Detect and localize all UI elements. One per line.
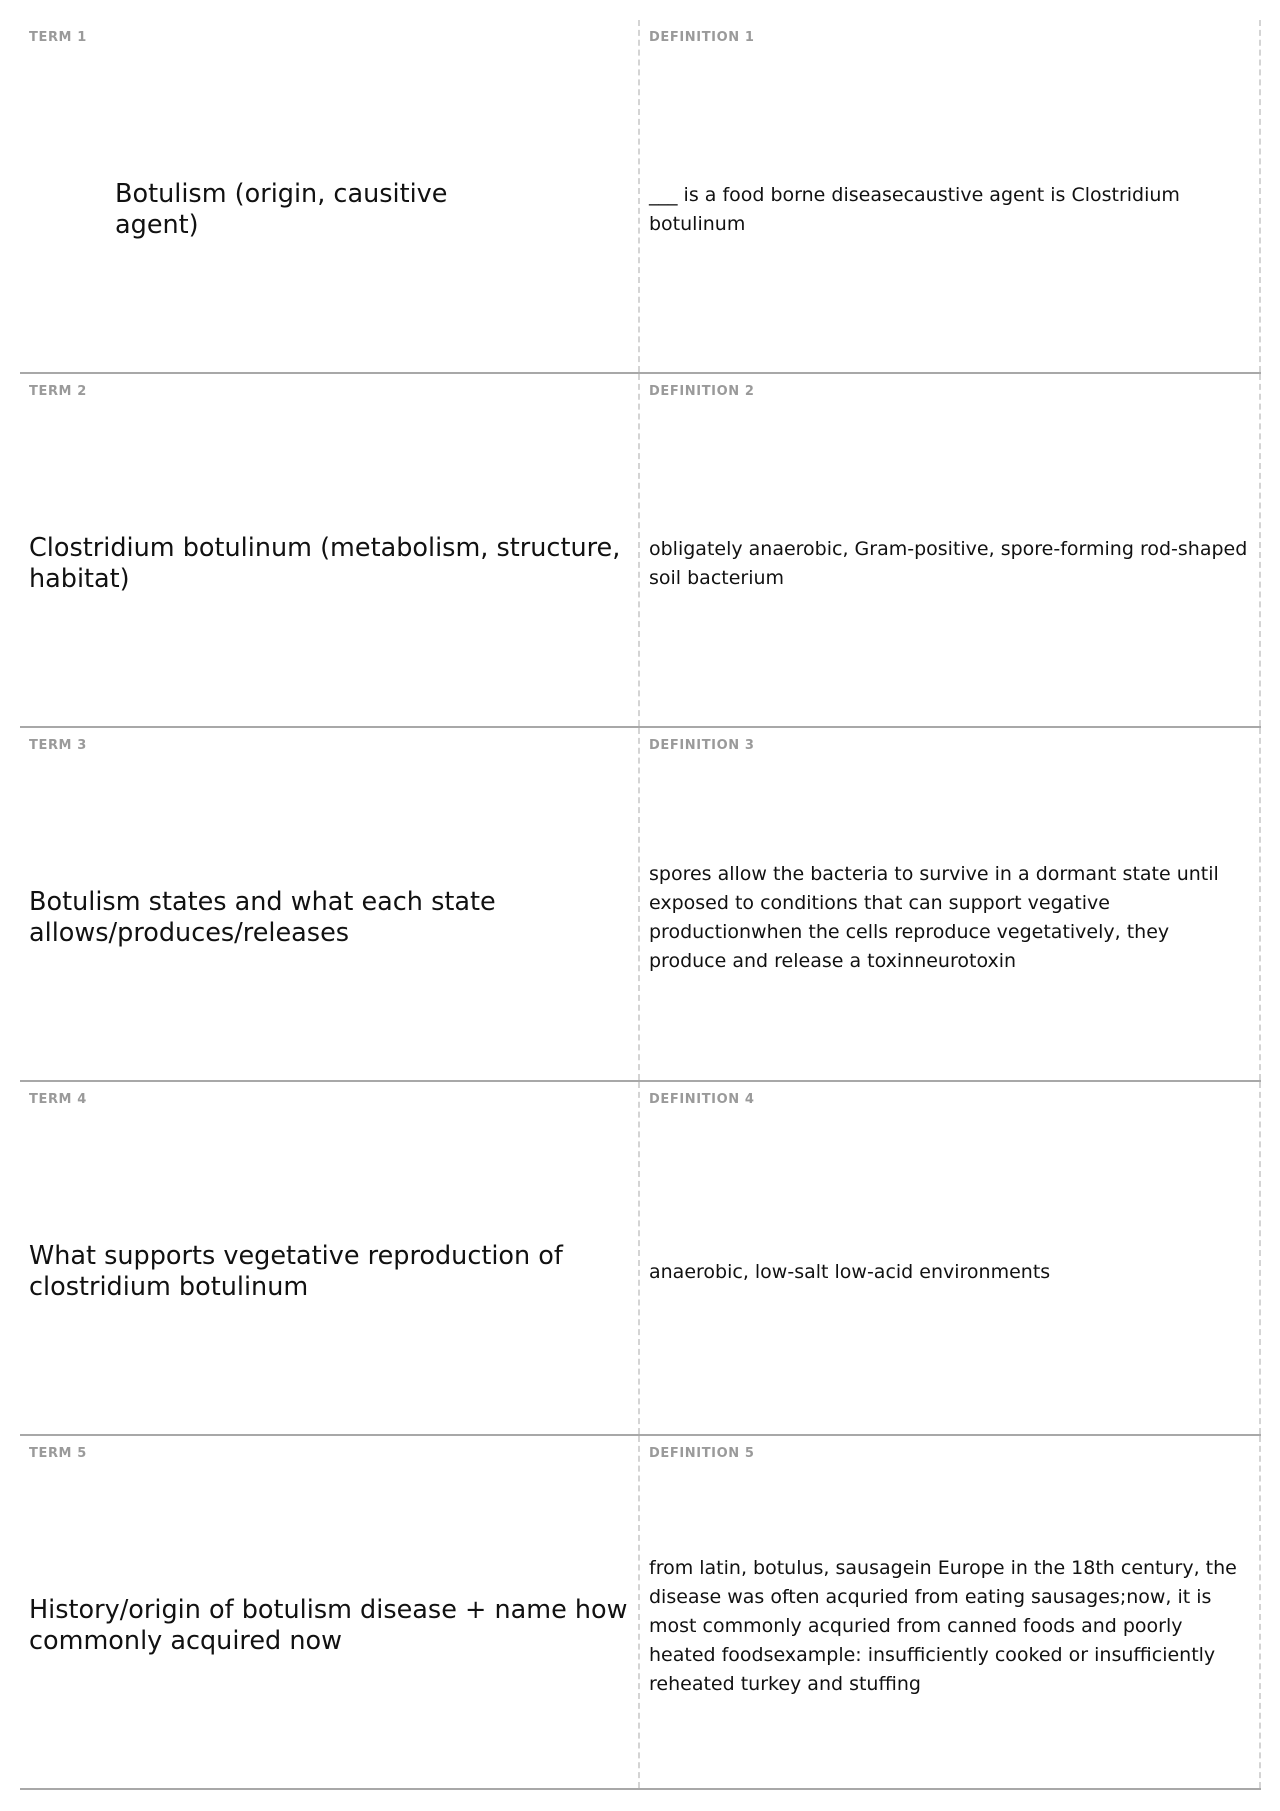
definition-cell-5	[640, 1436, 1261, 1788]
definition-content-5	[649, 1464, 1250, 1788]
definition-cell-3	[640, 728, 1261, 1080]
definition-text-2: obligately anaerobic, Gram-positive, spore-forming rod-shaped soil bacterium	[649, 538, 1248, 589]
definition-cell-1	[640, 20, 1261, 372]
definition-cell-4	[640, 1082, 1261, 1434]
term-content-4	[29, 1110, 629, 1434]
definition-content-4	[649, 1110, 1250, 1434]
term-cell-5	[20, 1436, 640, 1788]
term-text-5: History/origin of botulism disease + name how commonly acquired now	[29, 1595, 628, 1656]
term-text-4: What supports vegetative reproduction of clostridium botulinum	[29, 1241, 563, 1302]
term-cell-3	[20, 728, 640, 1080]
definition-text-1: ___ is a food borne diseasecaustive agent is Clostridium botulinum	[649, 184, 1180, 235]
term-label-3: TERM 3	[29, 738, 87, 753]
card-row-1	[20, 20, 1261, 374]
card-row-2	[20, 374, 1261, 728]
term-cell-4	[20, 1082, 640, 1434]
definition-label-1: DEFINITION 1	[649, 30, 755, 45]
term-cell-2	[20, 374, 640, 726]
term-content-5	[29, 1464, 629, 1788]
definition-text-3: spores allow the bacteria to survive in a dormant state until exposed to conditions that can support vegative productionwhen the cells reproduce vegetatively, they produce and release a toxinneurotoxin	[649, 863, 1219, 972]
term-text-3: Botulism states and what each state allows/produces/releases	[29, 887, 496, 948]
term-content-3	[29, 756, 629, 1080]
term-text-1: Botulism (origin, causitive agent)	[115, 179, 448, 240]
definition-label-5: DEFINITION 5	[649, 1446, 755, 1461]
flashcard-sheet	[20, 20, 1261, 1790]
definition-cell-2	[640, 374, 1261, 726]
term-text-2: Clostridium botulinum (metabolism, structure, habitat)	[29, 533, 621, 594]
card-row-3	[20, 728, 1261, 1082]
definition-content-1	[649, 48, 1250, 372]
definition-text-5: from latin, botulus, sausagein Europe in the 18th century, the disease was often acquried from eating sausages;now, it is most commonly acquried from canned foods and poorly heated foodsexample: insufficiently cooked or insufficiently reheated turkey and stuffing	[649, 1556, 1237, 1695]
definition-label-3: DEFINITION 3	[649, 738, 755, 753]
definition-label-4: DEFINITION 4	[649, 1092, 755, 1107]
definition-label-2: DEFINITION 2	[649, 384, 755, 399]
definition-content-2	[649, 402, 1250, 726]
term-content-1	[29, 48, 629, 372]
term-cell-1	[20, 20, 640, 372]
term-label-2: TERM 2	[29, 384, 87, 399]
definition-content-3	[649, 756, 1250, 1080]
term-label-5: TERM 5	[29, 1446, 87, 1461]
term-label-1: TERM 1	[29, 30, 87, 45]
definition-text-4: anaerobic, low-salt low-acid environments	[649, 1260, 1051, 1283]
card-row-4	[20, 1082, 1261, 1436]
card-row-5	[20, 1436, 1261, 1790]
term-label-4: TERM 4	[29, 1092, 87, 1107]
term-content-2	[29, 402, 629, 726]
